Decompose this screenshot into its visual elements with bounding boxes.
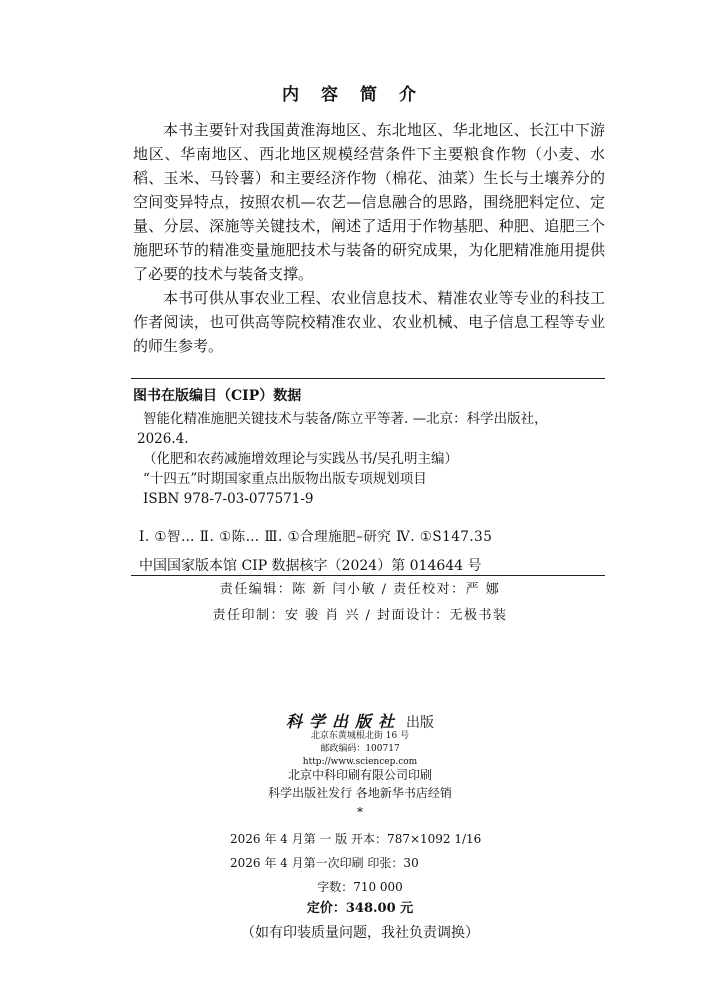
cip-line: “十四五”时期国家重点出版物出版专项规划项目 — [143, 471, 427, 487]
summary-paragraph-2: 本书可供从事农业工程、农业信息技术、精准农业等专业的科技工作者阅读，也可供高等院校精准农业、农业机械、电子信息工程等专业的师生参考。 — [133, 289, 605, 355]
printer: 北京中科印刷有限公司印刷 — [287, 768, 432, 782]
printing-info: 2026 年 4 月第一次印刷 印张：30 — [230, 856, 419, 870]
publisher-name: 科学出版社 — [285, 712, 401, 731]
cip-line: （化肥和农药减施增效理论与实践丛书/吴孔明主编） — [143, 451, 459, 467]
publisher-postcode: 邮政编码：100717 — [320, 744, 400, 754]
publisher-website: http://www.sciencep.com — [302, 757, 418, 767]
cip-classification: Ⅰ. ①智… Ⅱ. ①陈… Ⅲ. ①合理施肥–研究 Ⅳ. ①S147.35 — [139, 529, 493, 545]
publisher-address: 北京东黄城根北街 16 号 — [310, 731, 410, 741]
cip-record — [137, 409, 599, 509]
cip-check-number: 中国国家版本馆 CIP 数据核字（2024）第 014644 号 — [139, 558, 482, 574]
publisher-suffix: 出版 — [406, 715, 435, 731]
editors-line-1: 责任编辑：陈 新 闫小敏 / 责任校对：严 娜 — [219, 582, 501, 597]
distribution: 科学出版社发行 各地新华书店经销 — [268, 786, 452, 800]
price: 定价：348.00 元 — [306, 901, 414, 916]
cip-line: 智能化精准施肥关键技术与装备/陈立平等著. —北京：科学出版社， — [143, 411, 548, 427]
summary-title: 内容简介 — [282, 85, 438, 105]
editors-line-2: 责任印制：安 骏 肖 兴 / 封面设计：无极书装 — [212, 608, 508, 623]
cip-line: 2026.4. — [137, 431, 189, 447]
cip-isbn: ISBN 978-7-03-077571-9 — [143, 491, 314, 507]
summary-paragraph-1: 本书主要针对我国黄淮海地区、东北地区、华北地区、长江中下游地区、华南地区、西北地区规模经营条件下主要粮食作物（小麦、水稻、玉米、马铃薯）和主要经济作物（棉花、油菜）生长与土壤养分的空间变异特点，按照农机—农艺—信息融合的思路，围绕肥料定位、定量、分层、深施等关键技术，阐述了适用于作物基肥、种肥、追肥三个施肥环节的精准变量施肥技术与装备的研究成果，为化肥精准施用提供了必要的技术与装备支撑。 — [133, 121, 605, 283]
summary-text — [133, 118, 605, 358]
cip-block — [131, 378, 605, 576]
quality-note: （如有印装质量问题，我社负责调换） — [241, 925, 479, 941]
editors-credits — [0, 577, 720, 629]
cip-heading: 图书在版编目（CIP）数据 — [133, 388, 302, 404]
separator-star: * — [357, 805, 363, 819]
word-count: 字数：710 000 — [317, 880, 403, 894]
edition-info: 2026 年 4 月第 一 版 开本：787×1092 1/16 — [230, 832, 482, 846]
publisher-line — [0, 709, 720, 732]
